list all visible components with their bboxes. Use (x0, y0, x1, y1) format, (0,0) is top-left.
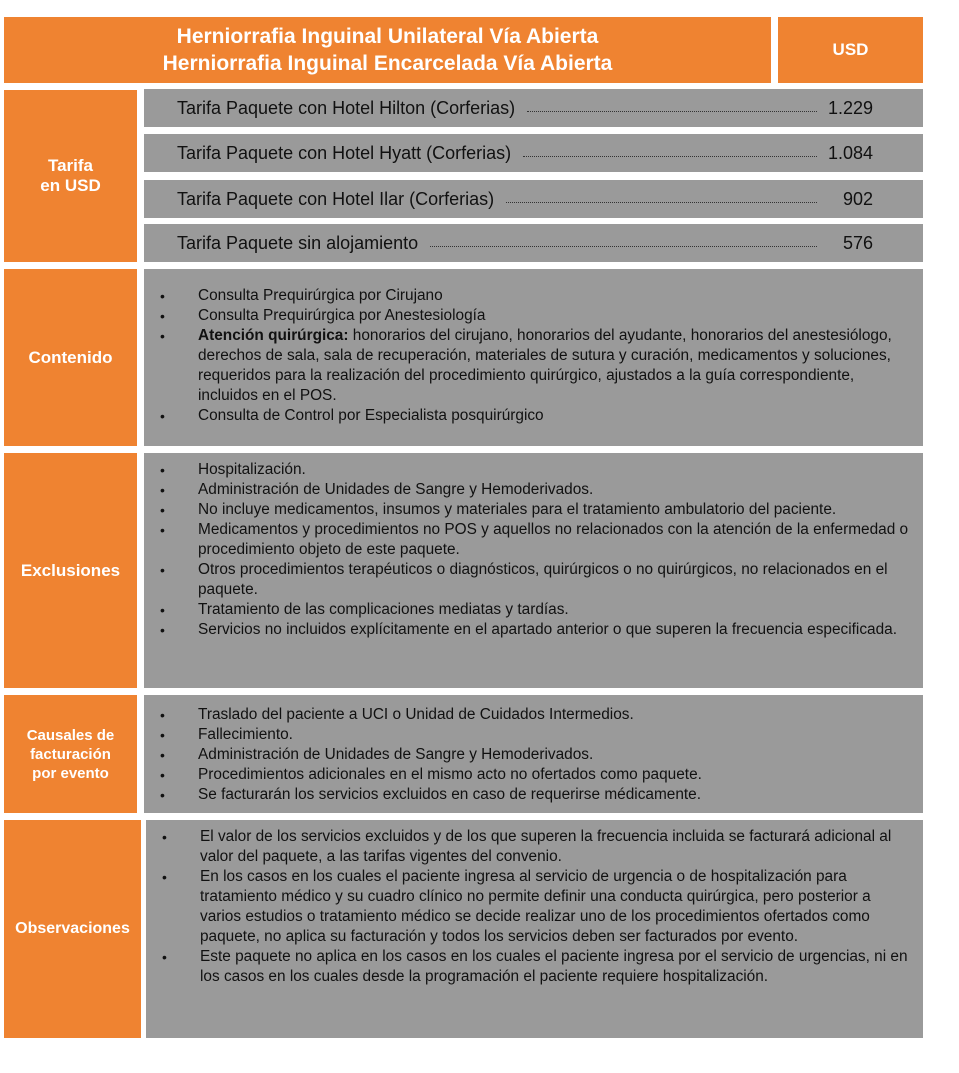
list-item: • Se facturarán los servicios excluidos en caso de requerirse médicamente. (144, 785, 915, 805)
contenido-list (144, 286, 915, 426)
package-title-line-2: Herniorrafia Inguinal Encarcelada Vía Abierta (162, 52, 613, 75)
price-name: Tarifa Paquete sin alojamiento (177, 232, 419, 253)
tarifa-label-line-1: Tarifa (47, 156, 94, 175)
dotted-leader (523, 155, 817, 157)
tarifa-label (4, 90, 137, 262)
causales-label-line-2: facturación (30, 745, 111, 763)
exclusiones-panel (144, 453, 923, 688)
price-name: Tarifa Paquete con Hotel Hyatt (Corferias) (177, 142, 512, 163)
list-item: • Este paquete no aplica en los casos en los cuales el paciente ingresa por el servicio de urgencias, ni en los casos en los cuales desde la programación el paciente requiere hospitalización. (146, 947, 915, 987)
tarifa-label-line-2: en USD (40, 176, 101, 195)
price-name: Tarifa Paquete con Hotel Ilar (Corferias) (177, 188, 495, 209)
list-item: • Traslado del paciente a UCI o Unidad de Cuidados Intermedios. (144, 705, 915, 725)
list-item: • Procedimientos adicionales en el mismo acto no ofertados como paquete. (144, 765, 915, 785)
dotted-leader (527, 110, 817, 112)
list-item: • Fallecimiento. (144, 725, 915, 745)
list-item: • Otros procedimientos terapéuticos o diagnósticos, quirúrgicos o no quirúrgicos, no relacionados en el paquete. (144, 560, 915, 600)
causales-panel (144, 695, 923, 813)
causales-label-line-3: por evento (32, 764, 109, 782)
list-item: • Consulta Prequirúrgica por Anestesiología (144, 306, 915, 326)
price-row-hilton (144, 89, 923, 127)
list-item: • Consulta Prequirúrgica por Cirujano (144, 286, 915, 306)
price-name: Tarifa Paquete con Hotel Hilton (Corferias) (177, 97, 516, 118)
exclusiones-label: Exclusiones (4, 453, 137, 688)
price-row-ilar (144, 180, 923, 218)
package-title-line-1: Herniorrafia Inguinal Unilateral Vía Abierta (176, 25, 599, 48)
list-item: • Administración de Unidades de Sangre y Hemoderivados. (144, 480, 915, 500)
list-item: • Administración de Unidades de Sangre y Hemoderivados. (144, 745, 915, 765)
exclusiones-list (144, 460, 915, 640)
item-text: honorarios del cirujano, honorarios del ayudante, honorarios del anestesiólogo, derechos de sala, sala de recuperación, materiales de sutura y curación, medicamentos y soluciones, requeridos para la realización del procedimiento quirúrgico, ajustados a la guía correspondiente, incluidos en el POS. (198, 327, 892, 404)
list-item: • Consulta de Control por Especialista posquirúrgico (144, 406, 915, 426)
causales-list (144, 705, 915, 805)
currency-header: USD (778, 17, 923, 83)
observaciones-panel (146, 820, 923, 1038)
price-value: 1.229 (827, 97, 873, 118)
package-title-header (4, 17, 771, 83)
observaciones-label: Observaciones (4, 820, 141, 1038)
list-item: • Tratamiento de las complicaciones mediatas y tardías. (144, 600, 915, 620)
dotted-leader (506, 201, 817, 203)
list-item (144, 326, 915, 406)
price-value: 1.084 (827, 142, 873, 163)
list-item: • No incluye medicamentos, insumos y materiales para el tratamiento ambulatorio del paciente. (144, 500, 915, 520)
list-item: • Medicamentos y procedimientos no POS y aquellos no relacionados con la atención de la enfermedad o procedimiento objeto de este paquete. (144, 520, 915, 560)
list-item: • Hospitalización. (144, 460, 915, 480)
list-item: • En los casos en los cuales el paciente ingresa al servicio de urgencia o de hospitalización para tratamiento médico y su cuadro clínico no permite definir una conducta quirúrgica, pero posterior a varios estudios o tratamiento médico se decide realizar uno de los procedimientos ofertados como paquete, no aplica su facturación y todos los servicios deben ser facturados por evento. (146, 867, 915, 947)
contenido-panel (144, 269, 923, 446)
causales-label (4, 695, 137, 813)
price-row-sin-alojamiento (144, 224, 923, 262)
list-item: • Servicios no incluidos explícitamente en el apartado anterior o que superen la frecuencia especificada. (144, 620, 915, 640)
list-item: • El valor de los servicios excluidos y de los que superen la frecuencia incluida se facturará adicional al valor del paquete, a las tarifas vigentes del convenio. (146, 827, 915, 867)
price-value: 576 (842, 232, 873, 253)
observaciones-list (146, 827, 915, 987)
bold-lead: Atención quirúrgica: (198, 327, 349, 344)
contenido-label: Contenido (4, 269, 137, 446)
price-value: 902 (842, 188, 873, 209)
causales-label-line-1: Causales de (26, 726, 115, 744)
dotted-leader (430, 245, 817, 247)
price-row-hyatt (144, 134, 923, 172)
